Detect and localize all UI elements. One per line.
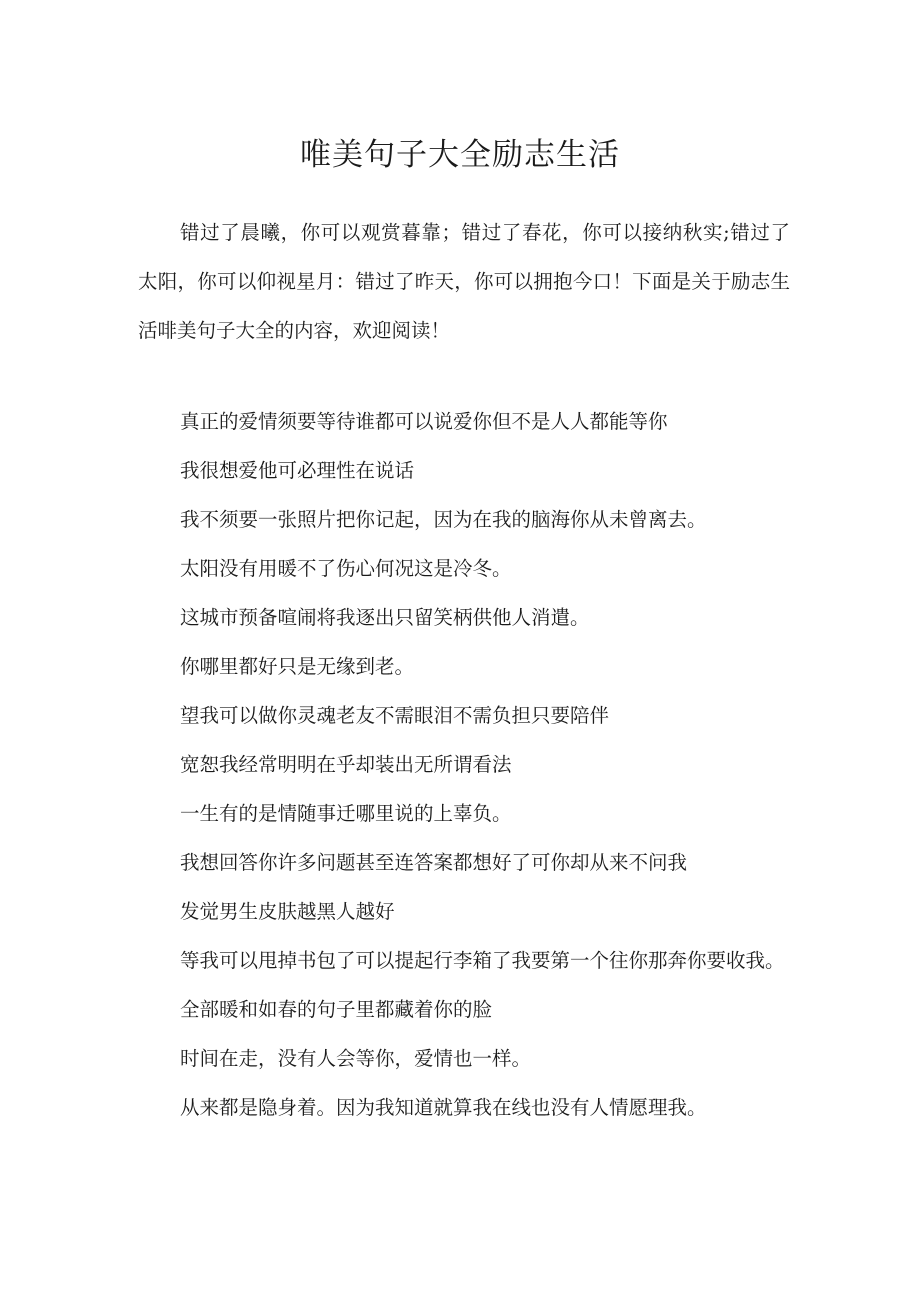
- quote-line: 太阳没有用暖不了伤心何况这是冷冬。: [180, 557, 512, 580]
- quote-list: [138, 397, 790, 1132]
- quote-line: 全部暖和如春的句子里都藏着你的脸: [180, 998, 493, 1021]
- quote-line: 宽恕我经常明明在乎却装出无所谓看法: [180, 753, 512, 776]
- quote-line: 我不须要一张照片把你记起，因为在我的脑海你从未曾离去。: [180, 508, 707, 531]
- quote-line: 一生有的是情随事迁哪里说的上辜负。: [180, 802, 512, 825]
- quote-line: 从来都是隐身着。因为我知道就算我在线也没有人情愿理我。: [180, 1096, 707, 1119]
- quote-line: 我想回答你许多问题甚至连答案都想好了可你却从来不问我: [180, 851, 688, 874]
- quote-line: 等我可以甩掉书包了可以提起行李箱了我要第一个往你那奔你要收我。: [180, 949, 785, 972]
- quote-line: 发觉男生皮肤越黑人越好: [180, 900, 395, 923]
- quote-line: 我很想爱他可必理性在说话: [180, 459, 415, 482]
- quote-line: 真正的爱情须要等待谁都可以说爱你但不是人人都能等你: [180, 410, 668, 433]
- quote-line: 这城市预备喧闹将我逐出只留笑柄供他人消遣。: [180, 606, 590, 629]
- quote-line: 时间在走，没有人会等你，爱情也一样。: [180, 1047, 532, 1070]
- document-title: 唯美句子大全励志生活: [300, 137, 620, 173]
- quote-line: 你哪里都好只是无缘到老。: [180, 655, 415, 678]
- quote-line: 望我可以做你灵魂老友不需眼泪不需负担只要陪伴: [180, 704, 610, 727]
- intro-paragraph: 错过了晨曦，你可以观赏暮靠；错过了春花，你可以接纳秋实;错过了太阳，你可以仰视星月：错过了昨天，你可以拥抱今口！下面是关于励志生活啡美句子大全的内容，欢迎阅读！: [138, 221, 790, 342]
